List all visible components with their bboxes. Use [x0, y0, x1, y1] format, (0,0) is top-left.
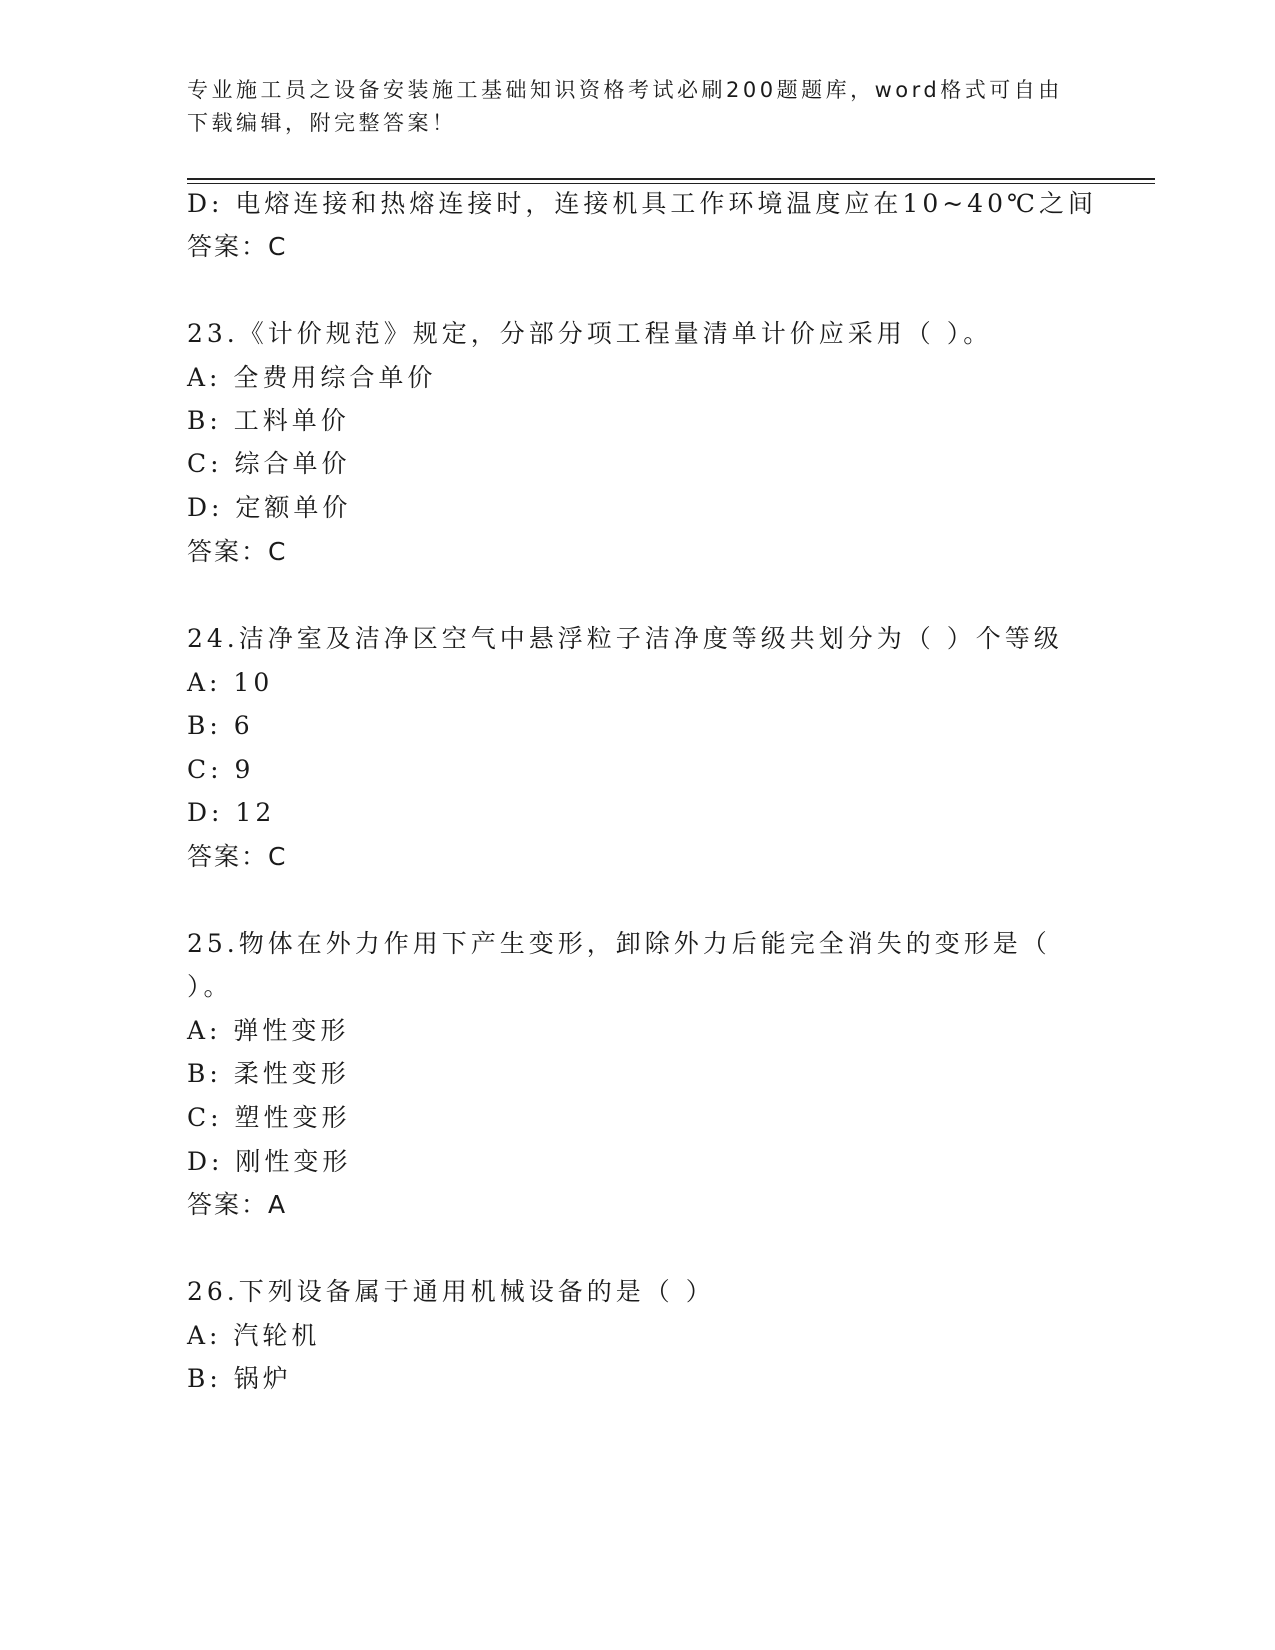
q22-answer: 答案：C: [187, 232, 288, 261]
q23-option-c: C: 综合单价: [187, 449, 351, 478]
header-rule-thin: [187, 183, 1155, 184]
q25-option-b: B: 柔性变形: [187, 1059, 350, 1088]
q24-option-a: A: 10: [187, 668, 274, 697]
q24-stem: 24.洁净室及洁净区空气中悬浮粒子洁净度等级共划分为（ ）个等级: [187, 624, 1063, 653]
q24-option-d: D: 12: [187, 798, 276, 827]
q25-answer: 答案：A: [187, 1190, 288, 1219]
q26-option-b: B: 锅炉: [187, 1364, 292, 1393]
document-intro: 专业施工员之设备安装施工基础知识资格考试必刷200题题库，word格式可自由下载编辑，附完整答案！: [187, 78, 1063, 135]
q23-answer: 答案：C: [187, 537, 288, 566]
q24-option-c: C: 9: [187, 755, 255, 784]
q23-option-d: D: 定额单价: [187, 493, 352, 522]
header-rule-thick: [187, 178, 1155, 180]
q24-answer: 答案：C: [187, 842, 288, 871]
q25-option-a: A: 弹性变形: [187, 1016, 350, 1045]
q25-option-c: C: 塑性变形: [187, 1103, 351, 1132]
q23-option-b: B: 工料单价: [187, 406, 350, 435]
q23-stem: 23.《计价规范》规定，分部分项工程量清单计价应采用（ ）。: [187, 319, 993, 348]
q25-option-d: D: 刚性变形: [187, 1147, 352, 1176]
q25-stem-line2: ）。: [187, 972, 233, 1001]
q25-stem-line1: 25.物体在外力作用下产生变形，卸除外力后能完全消失的变形是（: [187, 929, 1051, 958]
q26-option-a: A: 汽轮机: [187, 1321, 321, 1350]
q24-option-b: B: 6: [187, 711, 254, 740]
q22-option-d: D: 电熔连接和热熔连接时，连接机具工作环境温度应在10~40℃之间: [187, 189, 1097, 218]
q26-stem: 26.下列设备属于通用机械设备的是（ ）: [187, 1277, 715, 1306]
q23-option-a: A: 全费用综合单价: [187, 363, 437, 392]
